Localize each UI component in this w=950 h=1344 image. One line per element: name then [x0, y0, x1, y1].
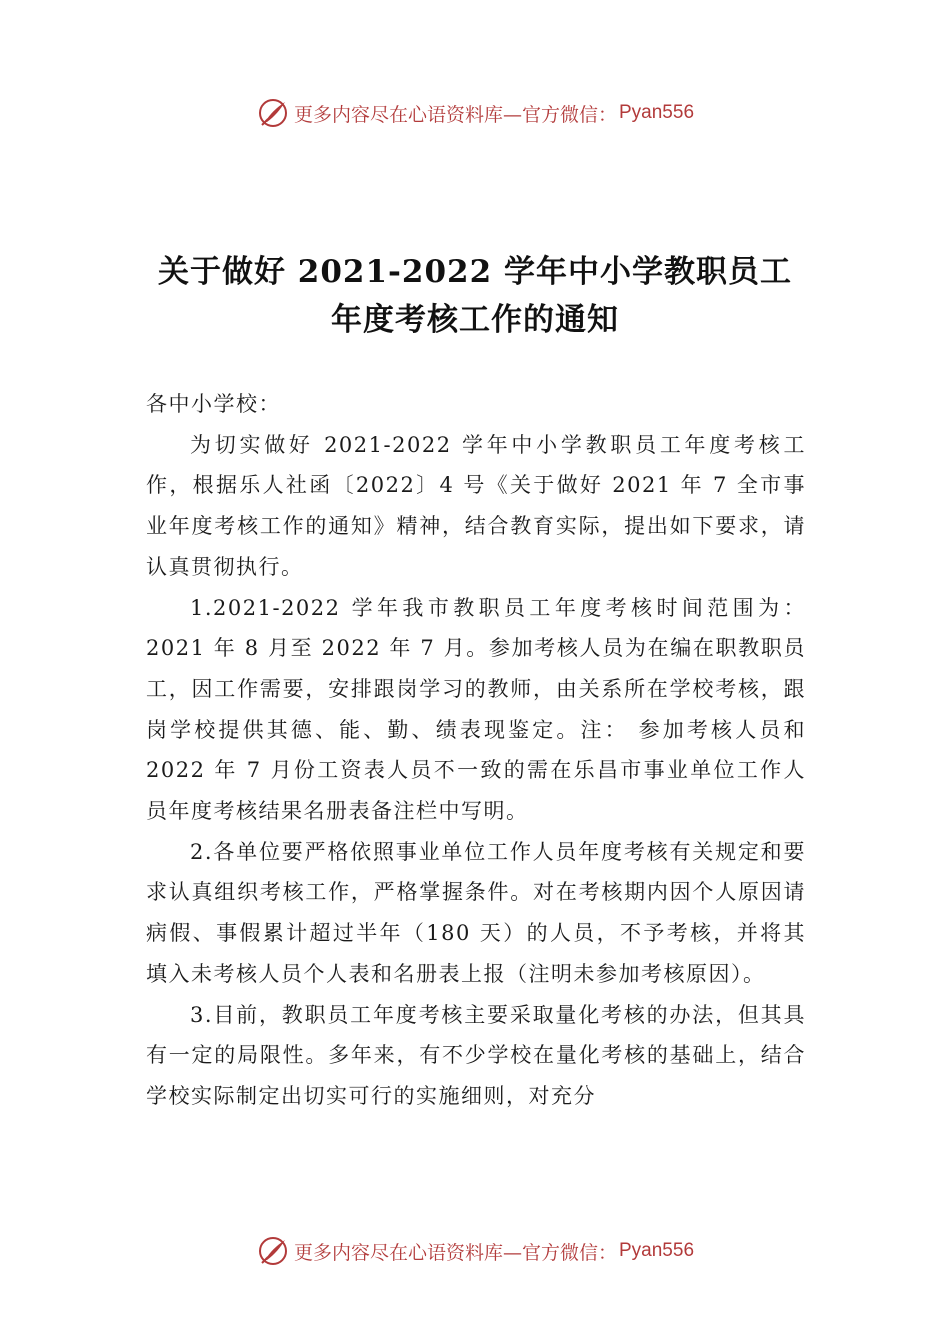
paragraph-item-1: 1.2021-2022 学年我市教职员工年度考核时间范围为：2021 年 8 月至 2022 年 7 月。参加考核人员为在编在职教职员工，因工作需要，安排跟岗学习的教师，由关系所在学校考核，跟岗学校提供其德、能、勤、绩表现鉴定。注： 参加考核人员和 2022 年 7 月份工资表人员不一致的需在乐昌市事业单位工作人员年度考核结果名册表备注栏中写明。 [146, 595, 806, 824]
watermark-bottom [0, 1234, 950, 1268]
watermark-top [0, 96, 950, 130]
paragraph-item-2: 2.各单位要严格依照事业单位工作人员年度考核有关规定和要求认真组织考核工作，严格掌握条件。对在考核期内因个人原因请病假、事假累计超过半年（180 天）的人员，不予考核，并将其填入未考核人员个人表和名册表上报（注明未参加考核原因）。 [146, 839, 806, 986]
paragraph-item-3: 3.目前，教职员工年度考核主要采取量化考核的办法，但其具有一定的局限性。多年来，有不少学校在量化考核的基础上，结合学校实际制定出切实可行的实施细则，对充分 [146, 1002, 806, 1108]
title-line-2: 年度考核工作的通知 [331, 302, 619, 338]
quill-logo-icon [256, 1234, 290, 1268]
salutation: 各中小学校： [146, 392, 281, 416]
watermark-wechat-id: Pyan556 [619, 1240, 695, 1261]
watermark-wechat-id: Pyan556 [619, 102, 695, 123]
paragraph-intro: 为切实做好 2021-2022 学年中小学教职员工年度考核工作，根据乐人社函〔2022〕4 号《关于做好 2021 年 7 全市事业年度考核工作的通知》精神，结合教育实际，提出如下要求，请认真贯彻执行。 [146, 432, 806, 579]
title-line-1: 关于做好 2021-2022 学年中小学教职员工 [157, 254, 792, 290]
watermark-text: 更多内容尽在心语资料库—官方微信： [293, 103, 617, 126]
watermark-text: 更多内容尽在心语资料库—官方微信： [293, 1241, 617, 1264]
document-body [146, 384, 806, 1117]
document-title [0, 248, 950, 344]
quill-logo-icon [256, 96, 290, 130]
